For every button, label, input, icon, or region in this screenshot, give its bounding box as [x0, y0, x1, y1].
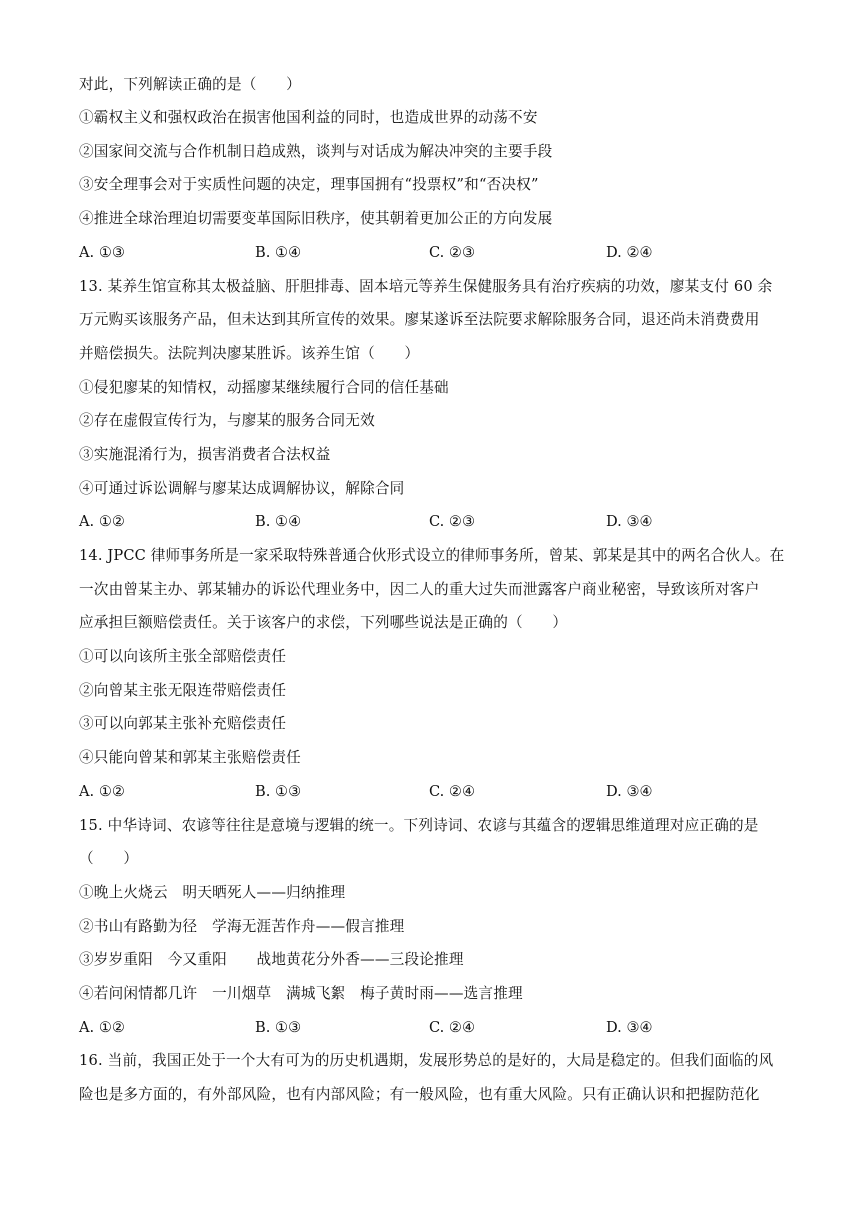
q12-option-b[interactable]: B. ①④	[255, 244, 302, 261]
q14-statement-3: ③可以向郭某主张补充赔偿责任	[79, 715, 287, 732]
q15-option-b[interactable]: B. ①③	[255, 1019, 302, 1036]
q14-stem-line-3: 应承担巨额赔偿责任。关于该客户的求偿，下列哪些说法是正确的（ ）	[79, 614, 568, 631]
q13-statement-3: ③实施混淆行为，损害消费者合法权益	[79, 446, 331, 463]
q15-option-d[interactable]: D. ③④	[606, 1019, 653, 1036]
q14-stem-line-2: 一次由曾某主办、郭某辅办的诉讼代理业务中，因二人的重大过失而泄露客户商业秘密，导致该所对客户	[79, 581, 760, 598]
q14-statement-2: ②向曾某主张无限连带赔偿责任	[79, 682, 287, 699]
q13-statement-4: ④可通过诉讼调解与廖某达成调解协议，解除合同	[79, 480, 405, 497]
q14-option-a[interactable]: A. ①②	[79, 783, 125, 800]
q13-statement-2: ②存在虚假宣传行为，与廖某的服务合同无效	[79, 412, 375, 429]
q13-option-a[interactable]: A. ①②	[79, 513, 125, 530]
q14-option-b[interactable]: B. ①③	[255, 783, 302, 800]
q12-statement-2: ②国家间交流与合作机制日趋成熟，谈判与对话成为解决冲突的主要手段	[79, 143, 553, 160]
q12-option-a[interactable]: A. ①③	[79, 244, 125, 261]
q15-statement-2: ②书山有路勤为径 学海无涯苦作舟——假言推理	[79, 918, 405, 935]
q12-option-c[interactable]: C. ②③	[429, 244, 476, 261]
q15-option-c[interactable]: C. ②④	[429, 1019, 476, 1036]
q15-option-a[interactable]: A. ①②	[79, 1019, 125, 1036]
q12-option-d[interactable]: D. ②④	[606, 244, 653, 261]
q16-stem-line-1: 16. 当前，我国正处于一个大有可为的历史机遇期，发展形势总的是好的，大局是稳定的。但我们面临的风	[79, 1052, 774, 1069]
q13-stem-line-3: 并赔偿损失。法院判决廖某胜诉。该养生馆（ ）	[79, 345, 420, 362]
q14-statement-4: ④只能向曾某和郭某主张赔偿责任	[79, 749, 301, 766]
q13-stem-line-1: 13. 某养生馆宣称其太极益脑、肝胆排毒、固本培元等养生保健服务具有治疗疾病的功效，廖某支付 60 余	[79, 278, 773, 295]
q13-option-b[interactable]: B. ①④	[255, 513, 302, 530]
q15-stem-line-2: （ ）	[79, 850, 139, 867]
q15-statement-4: ④若问闲情都几许 一川烟草 满城飞絮 梅子黄时雨——选言推理	[79, 985, 523, 1002]
q14-option-c[interactable]: C. ②④	[429, 783, 476, 800]
q12-statement-1: ①霸权主义和强权政治在损害他国利益的同时，也造成世界的动荡不安	[79, 109, 538, 126]
q13-stem-line-2: 万元购买该服务产品，但未达到其所宣传的效果。廖某遂诉至法院要求解除服务合同，退还尚未消费费用	[79, 311, 760, 328]
q13-option-c[interactable]: C. ②③	[429, 513, 476, 530]
q12-statement-4: ④推进全球治理迫切需要变革国际旧秩序，使其朝着更加公正的方向发展	[79, 210, 553, 227]
q13-statement-1: ①侵犯廖某的知情权，动摇廖某继续履行合同的信任基础	[79, 379, 449, 396]
q15-statement-1: ①晚上火烧云 明天晒死人——归纳推理	[79, 884, 346, 901]
q13-option-d[interactable]: D. ③④	[606, 513, 653, 530]
q14-options	[79, 782, 779, 802]
q12-options	[79, 243, 779, 263]
q15-options	[79, 1018, 779, 1038]
q12-statement-3: ③安全理事会对于实质性问题的决定，理事国拥有“投票权”和“否决权”	[79, 176, 539, 193]
q14-statement-1: ①可以向该所主张全部赔偿责任	[79, 648, 287, 665]
q16-stem-line-2: 险也是多方面的，有外部风险，也有内部风险；有一般风险，也有重大风险。只有正确认识和把握防范化	[79, 1086, 760, 1103]
q15-stem-line-1: 15. 中华诗词、农谚等往往是意境与逻辑的统一。下列诗词、农谚与其蕴含的逻辑思维道理对应正确的是	[79, 817, 759, 834]
q15-statement-3: ③岁岁重阳 今又重阳 战地黄花分外香——三段论推理	[79, 951, 464, 968]
q12-stem: 对此，下列解读正确的是（ ）	[79, 76, 301, 93]
q14-option-d[interactable]: D. ③④	[606, 783, 653, 800]
q13-options	[79, 512, 779, 532]
q14-stem-line-1: 14. JPCC 律师事务所是一家采取特殊普通合伙形式设立的律师事务所，曾某、郭某是其中的两名合伙人。在	[79, 547, 785, 564]
